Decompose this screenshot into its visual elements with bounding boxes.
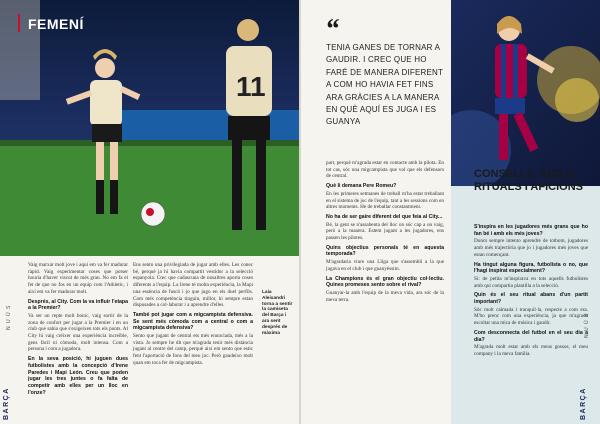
quote-mark-icon: “: [325, 14, 339, 45]
paragraph: Ens sento una privilegiada de jugar amb elles. Les conec bé, perquè ja hi havia compartit vestidor a la selecció espanyola. Crec que cadascuna de nosaltres aporta coses diferents a l'equip. La Irene té molta experiència, la Mapi una essència de fuscó i jo que jugo en els duel perfils. Com més competència tinguin, millor, hi sempre estan disposades a col·laborar i a aprendre d'elles.: [133, 262, 253, 309]
right-brand-label: BARÇA: [580, 387, 587, 420]
paragraph: Guanyar-la amb l'equip de la meva vida, ara sóc de la meva terra.: [326, 289, 444, 303]
interview-question: També pot jugar com a migcampista defensiva. Se sent més còmoda com a central o com a migcampista defensiva?: [133, 311, 253, 332]
interview-question: Quin és el seu ritual abans d'un partit important?: [474, 292, 588, 306]
page-side-label: N U Ú S: [6, 304, 12, 330]
interview-question: Quins objectius personals té en aquesta temporada?: [326, 244, 444, 258]
paragraph: Bé, la gent se n'assabenta del lloc on sóc cap a on vaig, però a la manera. Estem jugant a les jugadores, ens passen les pilotes.: [326, 221, 444, 242]
paragraph: Sento que jugant de central ets més enunciada, més a la vista. Jo sempre he dit que m'agrada tenir més distància jugant al centre del camp, perquè així em sento que estic fent l'aportació de fons del meu joc. Però gaudeixo molt quan em toca fer de migcampista.: [133, 333, 253, 366]
interview-question: No ha de ser gaire diferent del que feia al City...: [326, 213, 443, 220]
article-column-1: [28, 262, 128, 397]
svg-text:11: 11: [236, 71, 266, 102]
sidebar-text: [474, 224, 588, 361]
interview-question: Ha tingut alguna figura, futbolista o no, que l'hagi inspirat especialment?: [474, 261, 588, 275]
interview-question: Com desconnecta del futbol en el seu dia a dia?: [474, 329, 588, 343]
paragraph: part, perquè m'agrada estar en contacte amb la pilota. En tot cas, sóc una migcampista que vol que els defensors de central.: [326, 160, 444, 180]
paragraph: M'agradaria viure una Lliga que s'assembli a la que jugava en el club i que guanyéssim.: [326, 259, 444, 272]
interview-question: Què li demana Pere Romeu?: [326, 183, 397, 190]
photo-caption: Laia Aleixandri torna a sentir la camiseta del Barça i ara sent després de màxima: [262, 290, 293, 336]
player-portrait-photo: [451, 0, 600, 186]
paragraph: Sóc molt calmada i tranquil·la, respecte a com era. M'ho prenc com una experiència, ja que m'agrada escoltar una mica de música i gaudir.: [474, 306, 588, 327]
pull-quote: TENIA GANES DE TORNAR A GAUDIR. I CREC QUE HO FARÉ DE MANERA DIFERENT A COM HO HAVIA FET FINS ARA GRÀCIES A LA MANERA EN QUÈ AQUÍ ES JUGA I ES GUANYA: [326, 43, 443, 127]
paragraph: Vaig marxar molt jove i aquí em va fer madurar ràpid. Vaig experimentar coses que potser houria d'haver viscut de més gran. No em fa el fet de que no fos en un equip com l'Athletic, i així em va fer madurar molt.: [28, 262, 128, 295]
paragraph: En les primeres setmanes de treball m'ha estat treballant en el sistema de joc de l'equip, tant a les sessions com en altres moments. He de treballar constantment.: [326, 190, 444, 211]
paragraph: Sí: de petita m'inspirava en tots aquells futbolistes amb qui compartia plantilla a la selecció.: [474, 275, 588, 289]
section-accent-bar: [18, 14, 20, 32]
interview-question: La Champions és el gran objectiu col·lectiu. Quines promeses sento sobre el rival?: [326, 275, 444, 289]
interview-question: Després, al City. Com la va influir l'etapa a la Premier?: [28, 298, 128, 312]
article-column-3: [326, 160, 444, 306]
brand-label: BARÇA: [3, 387, 10, 420]
interview-question: En la seva posició, hi juguen dues futbolistes amb la concepció d'Irene Paredes i Mapi León. Creu que poden jugar les tres juntes o fa falta de competir amb elles per un lloc en l'onze?: [28, 356, 128, 396]
left-page: [0, 0, 299, 424]
paragraph: Va ser un repte molt bonic, vaig sortir de la zona de confort per jugar a la Premier i en un club que sabia que s'exigeixen tots els punts. Al City hi vaig créixer una experiència increïble, gens fàcil ni còmoda, molt intensa. Com a persona i com a jugadora.: [28, 312, 128, 353]
interview-question: S'inspira en les jugadores més grans que ho fan bé i amb els més joves?: [474, 224, 588, 237]
player-photo: [0, 0, 299, 256]
paragraph: Doncs sempre intento aprendre de tothom, jugadores amb més trajectòria que jo i jugadores més joves que estan començant.: [474, 238, 588, 258]
article-column-2: [133, 262, 253, 370]
paragraph: M'agrada molt estar amb els meus gossos, el meu company i la meva família.: [474, 344, 588, 357]
section-tag: FEMENÍ: [28, 16, 84, 32]
sidebar-title: CONSELLS, ÍDOLS, RITUALS I AFICIONS: [474, 168, 583, 193]
right-page-side-label: N U Ú S: [584, 312, 590, 338]
